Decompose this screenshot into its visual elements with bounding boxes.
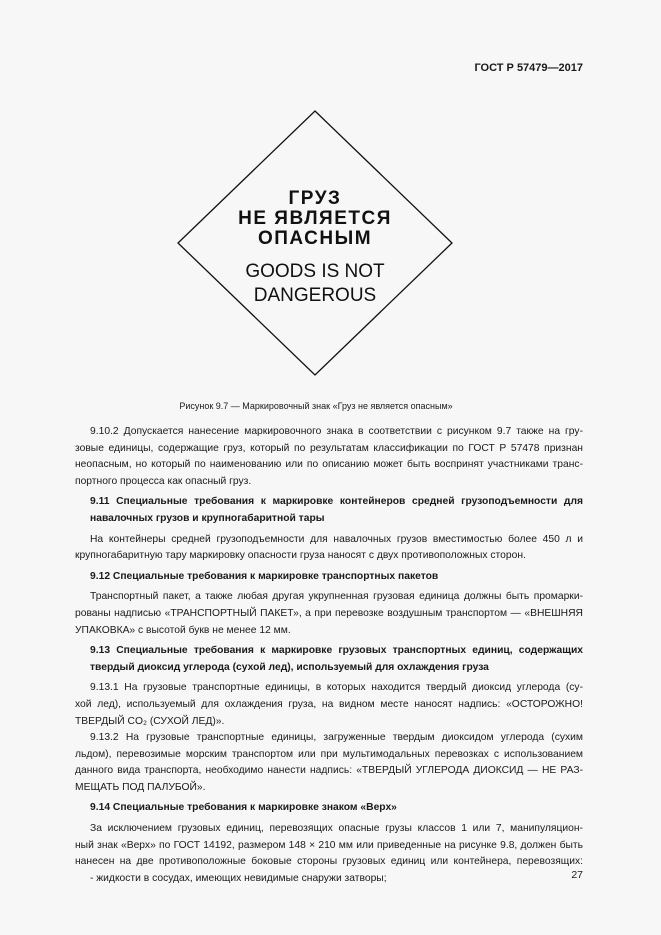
text-line: За исключением грузовых единиц, перевозящих опасные грузы классов 1 или 7, манипуляцион- bbox=[90, 823, 583, 835]
section-heading bbox=[75, 800, 583, 817]
paragraph bbox=[75, 589, 583, 639]
text-line: неопасным, но который по наименованию или по описанию может быть воспринят участниками транс- bbox=[75, 459, 583, 471]
text-line: 9.13.2 На грузовые транспортные единицы, загруженные твердым диоксидом углерода (сухим bbox=[90, 732, 583, 744]
sign-text-ru-3: ОПАСНЫМ bbox=[257, 228, 373, 249]
section-heading bbox=[75, 494, 583, 527]
document-body bbox=[75, 424, 583, 887]
figure-caption: Рисунок 9.7 — Маркировочный знак «Груз не является опасным» bbox=[179, 401, 453, 411]
text-line: рованы надписью «ТРАНСПОРТНЫЙ ПАКЕТ», а при перевозке воздушным транспортом — «ВНЕШНЯЯ bbox=[75, 607, 583, 619]
text-line: твердый диоксид углерода (сухой лед), используемый для охлаждения груза bbox=[90, 661, 489, 673]
text-line: 9.12 Специальные требования к маркировке транспортных пакетов bbox=[90, 570, 439, 582]
text-line: 9.10.2 Допускается нанесение маркировочного знака в соответствии с рисунком 9.7 также на гру- bbox=[90, 426, 583, 437]
text-line: Транспортный пакет, а также любая другая укрупненная грузовая единица должны быть промарки- bbox=[90, 591, 583, 603]
document-id: ГОСТ Р 57479—2017 bbox=[474, 62, 583, 74]
sign-text-en-2: DANGEROUS bbox=[253, 285, 377, 306]
text-line: УПАКОВКА» с высотой букв не менее 12 мм. bbox=[75, 624, 291, 636]
sign-text-en-1: GOODS IS NOT bbox=[245, 261, 385, 282]
paragraph bbox=[75, 424, 583, 490]
text-line: - жидкости в сосудах, имеющих невидимые снаружи затворы; bbox=[90, 872, 387, 884]
text-line: данного вида транспорта, необходимо нанести надпись: «ТВЕРДЫЙ УГЛЕРОДА ДИОКСИД — НЕ РАЗ- bbox=[75, 765, 583, 777]
text-line: хой лед), используемый для охлаждения груза, на видном месте наносят надпись: «ОСТОРОЖНО! bbox=[75, 698, 583, 710]
text-line: 9.13.1 На грузовые транспортные единицы, в которых находится твердый диоксид углерода (су- bbox=[90, 682, 583, 694]
sign-text-ru-1: ГРУЗ bbox=[288, 188, 342, 209]
text-line: нанесен на две противоположные боковые стороны грузовых единиц или контейнера, перевозящих: bbox=[75, 856, 583, 868]
paragraph bbox=[75, 730, 583, 796]
text-line: крупногабаритную тару маркировку опасности груза наносят с двух противоположных сторон. bbox=[75, 550, 526, 562]
text-line: льдом), перевозимые морским транспортом или при мультимодальных перевозках с использованием bbox=[75, 748, 583, 760]
section-heading bbox=[75, 569, 583, 586]
text-line: 9.13 Специальные требования к маркировке грузовых транспортных единиц, содержащих bbox=[90, 645, 583, 657]
text-line: 9.14 Специальные требования к маркировке знаком «Верх» bbox=[90, 802, 397, 814]
text-line: МЕЩАТЬ ПОД ПАЛУБОЙ». bbox=[75, 781, 206, 793]
text-line: портного процесса как опасный груз. bbox=[75, 475, 252, 487]
paragraph bbox=[75, 821, 583, 887]
text-line: навалочных грузов и крупногабаритной тары bbox=[90, 512, 325, 524]
paragraph bbox=[75, 532, 583, 565]
section-heading bbox=[75, 643, 583, 676]
page-number: 27 bbox=[571, 869, 583, 881]
text-line: 9.11 Специальные требования к маркировке контейнеров средней грузоподъемности для bbox=[90, 496, 583, 508]
text-line: ТВЕРДЫЙ CO₂ (СУХОЙ ЛЕД)». bbox=[75, 715, 225, 727]
not-dangerous-sign bbox=[0, 0, 661, 420]
text-line: ный знак «Верх» по ГОСТ 14192, размером 148 × 210 мм или приведенные на рисунке 9.8, должен быть bbox=[75, 839, 583, 851]
text-line: зовые единицы, содержащие груз, который по результатам классификации по ГОСТ Р 57478 признан bbox=[75, 442, 583, 454]
paragraph bbox=[75, 680, 583, 730]
text-line: На контейнеры средней грузоподъемности для навалочных грузов вместимостью более 450 л и bbox=[90, 533, 583, 545]
sign-text-ru-2: НЕ ЯВЛЯЕТСЯ bbox=[238, 208, 392, 229]
